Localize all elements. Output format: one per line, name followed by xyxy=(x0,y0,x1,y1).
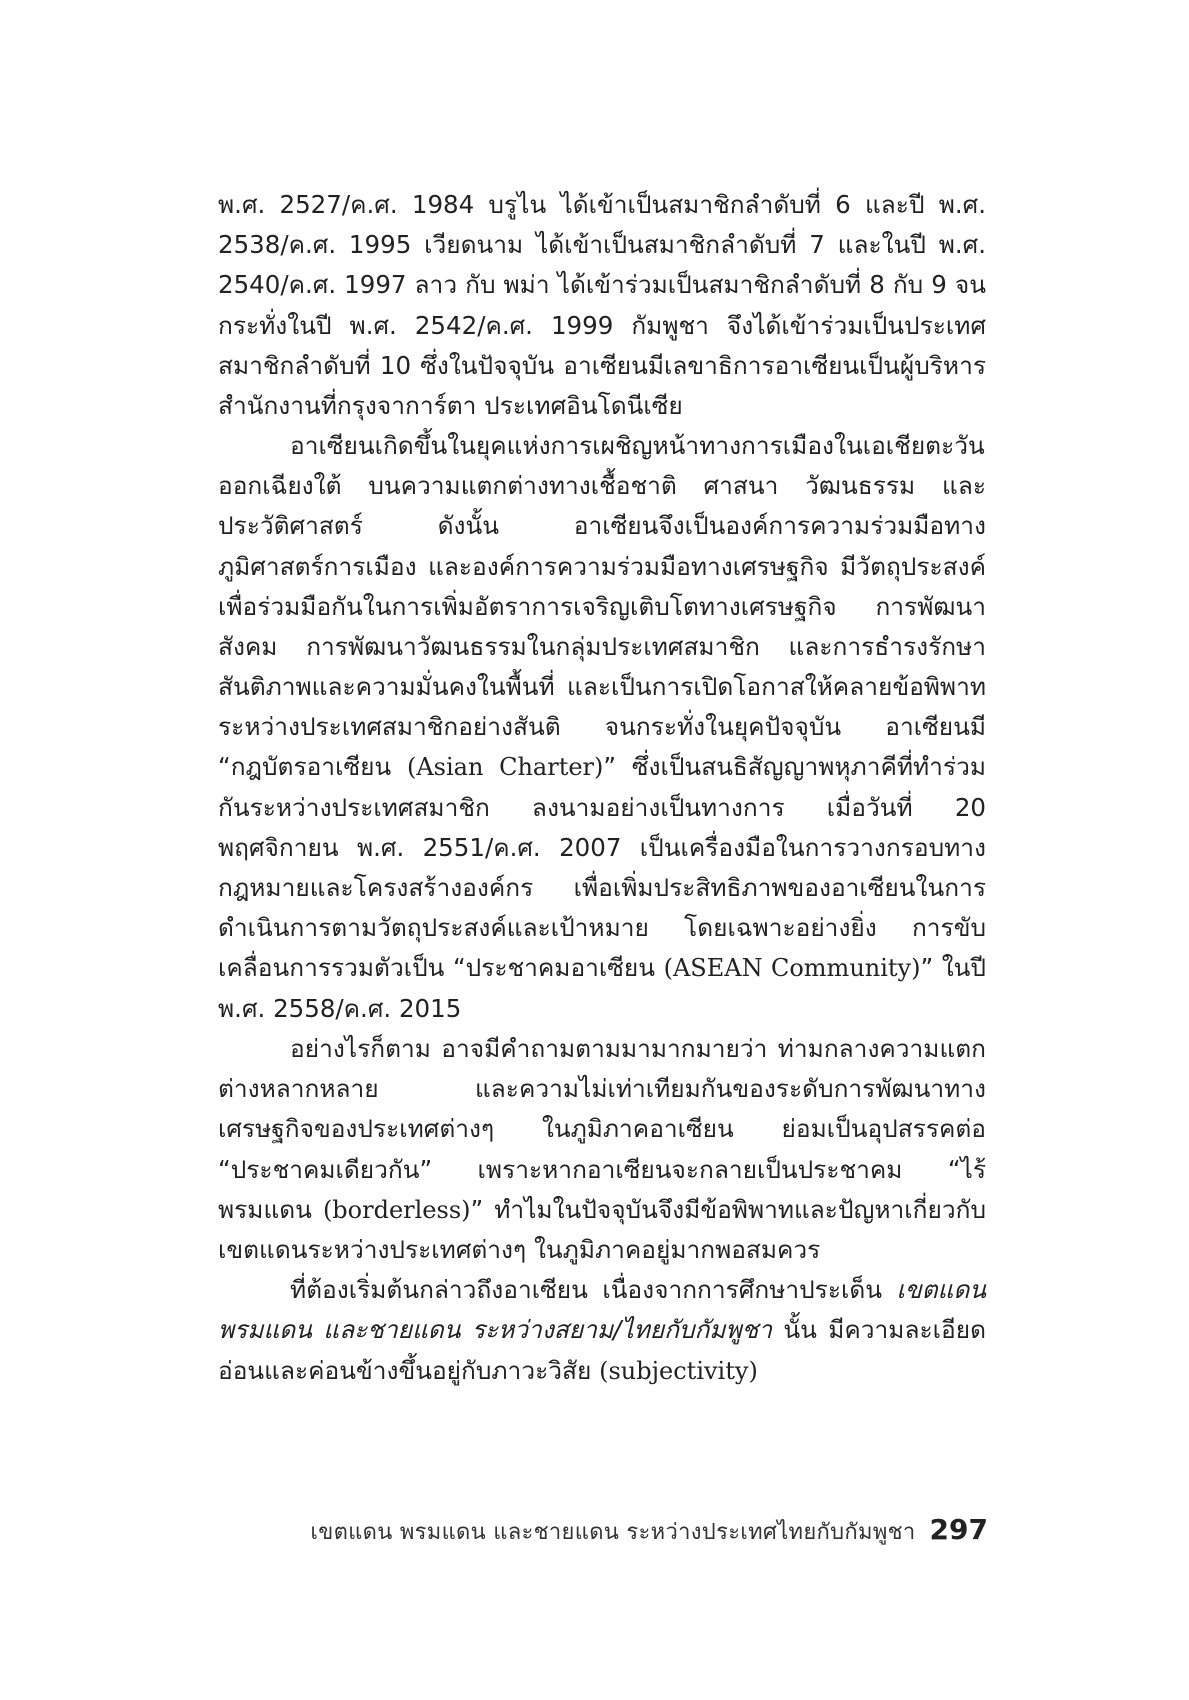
latin-term: (Asian Charter) xyxy=(406,753,604,782)
page-body xyxy=(218,185,986,1391)
text-segment: นั้น มีความละเอียดอ่อนและค่อนข้างขึ้นอยู่กับภาวะวิสัย xyxy=(218,1315,986,1385)
latin-term: (ASEAN Community) xyxy=(663,954,921,983)
text-segment: อย่างไรก็ตาม อาจมีคำถามตามมามากมายว่า ท่ามกลางความแตกต่างหลากหลาย และความไม่เท่าเทียมกันของระดับการพัฒนาทางเศรษฐกิจของประเทศต่างๆ ในภูมิภาคอาเซียน ย่อมเป็นอุปสรรคต่อ “ประชาคมเดียวกัน” เพราะหากอาเซียนจะกลายเป็นประชาคม “ไร้พรมแดน xyxy=(218,1033,986,1224)
page-number: 297 xyxy=(929,1513,988,1546)
text-segment: พ.ศ. 2527/ค.ศ. 1984 บรูไน ได้เข้าเป็นสมาชิกลำดับที่ 6 และปี พ.ศ. 2538/ค.ศ. 1995 เวียดนาม ได้เข้าเป็นสมาชิกลำดับที่ 7 และในปี พ.ศ. 2540/ค.ศ. 1997 ลาว กับ พม่า ได้เข้าร่วมเป็นสมาชิกลำดับที่ 8 กับ 9 จนกระทั่งในปี พ.ศ. 2542/ค.ศ. 1999 กัมพูชา จึงได้เข้าร่วมเป็นประเทศสมาชิกลำดับที่ 10 ซึ่งในปัจจุบัน อาเซียนมีเลขาธิการอาเซียนเป็นผู้บริหารสำนักงานที่กรุงจาการ์ตา ประเทศอินโดนีเซีย xyxy=(218,190,986,420)
text-segment: ที่ต้องเริ่มต้นกล่าวถึงอาเซียน เนื่องจากการศึกษาประเด็น xyxy=(290,1275,897,1305)
running-title: เขตแดน พรมแดน และชายแดน ระหว่างประเทศไทยกับกัมพูชา xyxy=(310,1520,916,1545)
page-footer xyxy=(218,1513,988,1549)
text-segment: ” ซึ่งเป็นสนธิสัญญาพหุภาคีที่ทำร่วมกันระหว่างประเทศสมาชิก ลงนามอย่างเป็นทางการ เมื่อวันที่ 20 พฤศจิกายน พ.ศ. 2551/ค.ศ. 2007 เป็นเครื่องมือในการวางกรอบทางกฎหมายและโครงสร้างองค์กร เพื่อเพิ่มประสิทธิภาพของอาเซียนในการดำเนินการตามวัตถุประสงค์และเป้าหมาย โดยเฉพาะอย่างยิ่ง การขับเคลื่อนการรวมตัวเป็น “ประชาคมอาเซียน xyxy=(218,752,986,983)
latin-term: (subjectivity) xyxy=(599,1356,758,1385)
paragraph-2 xyxy=(218,426,986,1029)
italic-book-title: เขตแดน พรมแดน และชายแดน ระหว่างสยาม/ไทยกับกัมพูชา xyxy=(218,1275,986,1345)
latin-term: (borderless) xyxy=(322,1195,471,1224)
text-segment: ” ทำไมในปัจจุบันจึงมีข้อพิพาทและปัญหาเกี่ยวกับเขตแดนระหว่างประเทศต่างๆ ในภูมิภาคอยู่มากพอสมควร xyxy=(218,1194,987,1265)
paragraph-1 xyxy=(218,185,986,426)
text-segment: อาเซียนเกิดขึ้นในยุคแห่งการเผชิญหน้าทางการเมืองในเอเชียตะวันออกเฉียงใต้ บนความแตกต่างทางเชื้อชาติ ศาสนา วัฒนธรรม และประวัติศาสตร์ ดังนั้น อาเซียนจึงเป็นองค์การความร่วมมือทางภูมิศาสตร์การเมือง และองค์การความร่วมมือทางเศรษฐกิจ มีวัตถุประสงค์เพื่อร่วมมือกันในการเพิ่มอัตราการเจริญเติบโตทางเศรษฐกิจ การพัฒนาสังคม การพัฒนาวัฒนธรรมในกลุ่มประเทศสมาชิก และการธำรงรักษาสันติภาพและความมั่นคงในพื้นที่ และเป็นการเปิดโอกาสให้คลายข้อพิพาทระหว่างประเทศสมาชิกอย่างสันติ จนกระทั่งในยุคปัจจุบัน อาเซียนมี “กฎบัตรอาเซียน xyxy=(218,431,986,782)
paragraph-4 xyxy=(218,1270,986,1391)
paragraph-3 xyxy=(218,1029,986,1270)
text-segment: ” ในปี พ.ศ. 2558/ค.ศ. 2015 xyxy=(218,953,986,1023)
